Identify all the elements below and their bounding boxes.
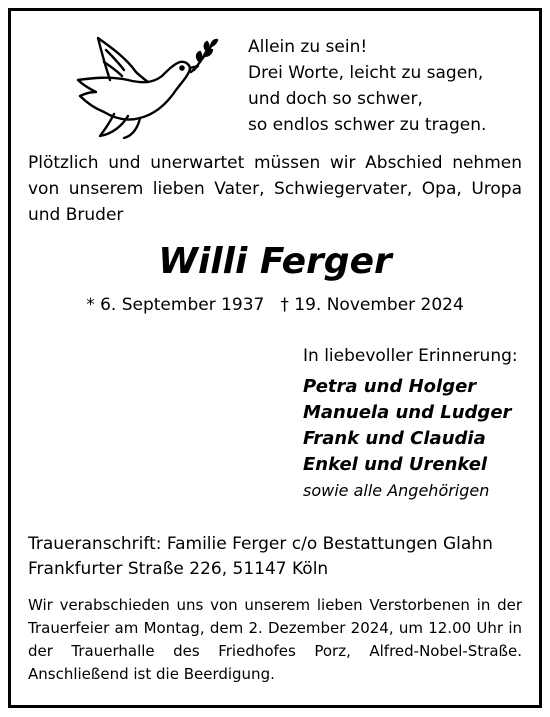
deceased-name: Willi Ferger xyxy=(158,241,392,282)
mourners-list xyxy=(303,374,511,504)
mourner-name: Enkel und Urenkel xyxy=(303,454,488,475)
mourner-name: Frank und Claudia xyxy=(303,428,486,449)
life-dates xyxy=(0,292,550,318)
intro-text: Plötzlich und unerwartet müssen wir Abschied nehmen von unserem lieben Vater, Schwiegervater, Opa, Uropa und Bruder xyxy=(28,153,522,225)
memory-line: In liebevoller Erinnerung: xyxy=(303,346,518,366)
relatives-line: sowie alle Angehörigen xyxy=(303,481,490,500)
mourning-address xyxy=(28,532,493,582)
address-line: Traueranschrift: Familie Ferger c/o Bestattungen Glahn xyxy=(28,534,493,554)
birth-date: * 6. September 1937 xyxy=(86,295,265,315)
mourner-name: Manuela und Ludger xyxy=(303,402,512,423)
death-date: † 19. November 2024 xyxy=(280,295,464,315)
poem-line: Drei Worte, leicht zu sagen, xyxy=(248,63,484,83)
poem xyxy=(248,34,486,138)
poem-line: so endlos schwer zu tragen. xyxy=(248,115,487,135)
poem-line: und doch so schwer, xyxy=(248,89,423,109)
poem-line: Allein zu sein! xyxy=(248,37,368,57)
address-line: Frankfurter Straße 226, 51147 Köln xyxy=(28,559,329,579)
mourner-name: Petra und Holger xyxy=(303,376,477,397)
dove-with-olive-branch-icon xyxy=(70,32,220,140)
ceremony-text: Wir verabschieden uns von unserem lieben Verstorbenen in der Trauerfeier am Montag, dem 2. Dezember 2024, um 12.00 Uhr in der Trauerhalle des Friedhofes Porz, Alfred-Nobel-Straße. Anschließend ist die Beerdigung. xyxy=(28,596,522,683)
